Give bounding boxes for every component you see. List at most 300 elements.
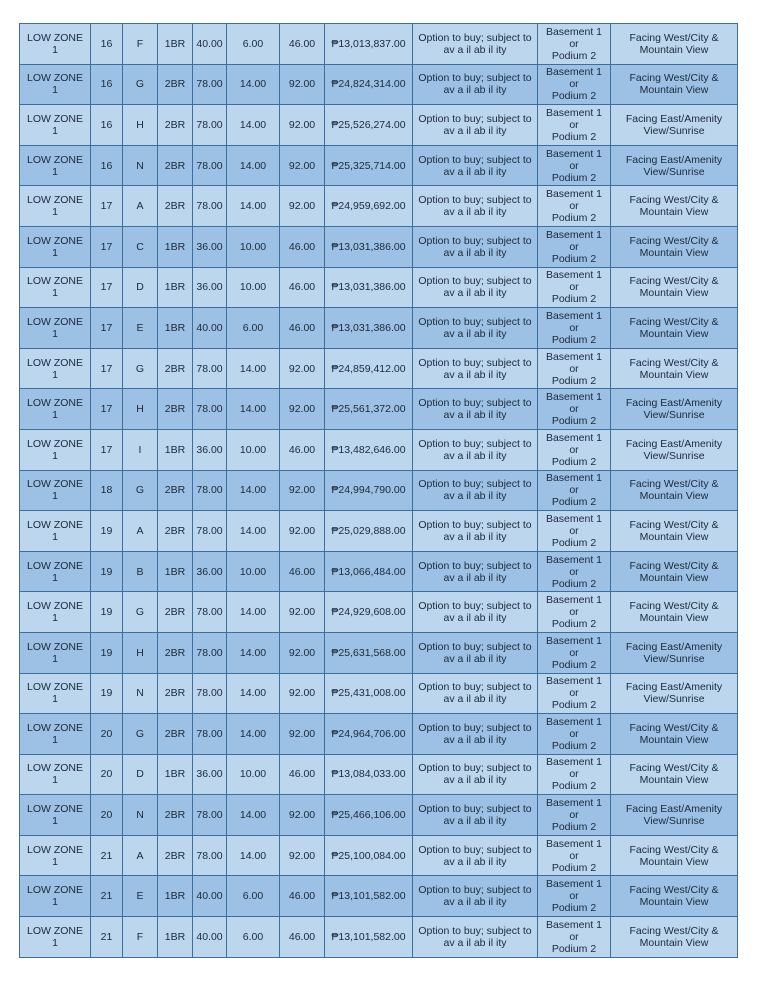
area-cell: 78.00 <box>193 105 227 146</box>
view-text-line2: Mountain View <box>639 855 709 868</box>
location-text-line1: Basement 1 or <box>545 228 603 253</box>
zone-cell: LOW ZONE 1 <box>20 714 91 755</box>
parking-text-line2: av a il ab il ity <box>443 287 507 300</box>
table-row <box>20 795 738 836</box>
location-text-line2: Podium 2 <box>551 455 597 468</box>
location-text-line1: Basement 1 or <box>545 594 603 619</box>
parking-location-cell <box>538 795 611 836</box>
parking-cell <box>413 308 538 349</box>
view-text-line1: Facing West/City & <box>629 478 719 491</box>
location-text-line1: Basement 1 or <box>545 837 603 862</box>
unit-type-cell: 1BR <box>158 429 193 470</box>
floor-cell: 16 <box>91 105 123 146</box>
table-row <box>20 714 738 755</box>
unit-type-cell: 1BR <box>158 754 193 795</box>
area-cell: 78.00 <box>193 145 227 186</box>
location-text-line1: Basement 1 or <box>545 431 603 456</box>
parking-location-cell <box>538 105 611 146</box>
parking-text-line2: av a il ab il ity <box>443 896 507 909</box>
parking-cell <box>413 917 538 958</box>
view-text-line1: Facing West/City & <box>629 194 719 207</box>
area-cell: 14.00 <box>227 592 280 633</box>
view-text-line2: Mountain View <box>639 84 709 97</box>
view-text-line2: Mountain View <box>639 936 709 949</box>
zone-cell: LOW ZONE 1 <box>20 917 91 958</box>
view-cell <box>611 551 738 592</box>
view-text-line1: Facing West/City & <box>629 884 719 897</box>
view-text-line1: Facing West/City & <box>629 234 719 247</box>
table-row <box>20 389 738 430</box>
unit-cell: E <box>123 308 158 349</box>
parking-text-line1: Option to buy; subject to <box>418 194 532 207</box>
total-area-cell: 46.00 <box>280 308 325 349</box>
parking-text-line1: Option to buy; subject to <box>418 31 532 44</box>
view-cell <box>611 389 738 430</box>
parking-cell <box>413 429 538 470</box>
parking-text-line2: av a il ab il ity <box>443 165 507 178</box>
view-cell <box>611 64 738 105</box>
parking-location-cell <box>538 551 611 592</box>
view-text-line2: View/Sunrise <box>643 652 705 665</box>
parking-location-cell <box>538 64 611 105</box>
parking-text-line1: Option to buy; subject to <box>418 924 532 937</box>
view-text-line1: Facing East/Amenity <box>625 803 723 816</box>
unit-type-cell: 1BR <box>158 551 193 592</box>
parking-text-line1: Option to buy; subject to <box>418 275 532 288</box>
unit-cell: F <box>123 917 158 958</box>
unit-cell: A <box>123 511 158 552</box>
total-area-cell: 92.00 <box>280 511 325 552</box>
parking-text-line2: av a il ab il ity <box>443 855 507 868</box>
area-cell: 40.00 <box>193 917 227 958</box>
parking-text-line2: av a il ab il ity <box>443 124 507 137</box>
view-cell <box>611 754 738 795</box>
unit-cell: N <box>123 673 158 714</box>
parking-cell <box>413 470 538 511</box>
parking-cell <box>413 795 538 836</box>
floor-cell: 21 <box>91 876 123 917</box>
area-cell: 14.00 <box>227 673 280 714</box>
floor-cell: 19 <box>91 551 123 592</box>
total-area-cell: 92.00 <box>280 64 325 105</box>
view-text-line2: Mountain View <box>639 530 709 543</box>
parking-location-cell <box>538 835 611 876</box>
table-body <box>20 24 738 958</box>
table-row <box>20 470 738 511</box>
unit-type-cell: 2BR <box>158 511 193 552</box>
area-cell: 78.00 <box>193 470 227 511</box>
total-area-cell: 92.00 <box>280 145 325 186</box>
area-cell: 78.00 <box>193 64 227 105</box>
price-cell: ₱25,631,568.00 <box>325 632 413 673</box>
unit-type-cell: 1BR <box>158 308 193 349</box>
area-cell: 10.00 <box>227 267 280 308</box>
view-cell <box>611 592 738 633</box>
parking-text-line2: av a il ab il ity <box>443 571 507 584</box>
price-cell: ₱13,084,033.00 <box>325 754 413 795</box>
area-cell: 14.00 <box>227 795 280 836</box>
parking-cell <box>413 267 538 308</box>
zone-cell: LOW ZONE 1 <box>20 429 91 470</box>
view-text-line1: Facing West/City & <box>629 843 719 856</box>
area-cell: 14.00 <box>227 348 280 389</box>
location-text-line1: Basement 1 or <box>545 797 603 822</box>
table-row <box>20 673 738 714</box>
location-text-line2: Podium 2 <box>551 130 597 143</box>
area-cell: 6.00 <box>227 876 280 917</box>
floor-cell: 19 <box>91 511 123 552</box>
table-row <box>20 267 738 308</box>
total-area-cell: 92.00 <box>280 105 325 146</box>
floor-cell: 21 <box>91 917 123 958</box>
table-row <box>20 754 738 795</box>
zone-cell: LOW ZONE 1 <box>20 754 91 795</box>
location-text-line2: Podium 2 <box>551 577 597 590</box>
total-area-cell: 46.00 <box>280 226 325 267</box>
area-cell: 14.00 <box>227 105 280 146</box>
total-area-cell: 46.00 <box>280 24 325 65</box>
parking-location-cell <box>538 592 611 633</box>
total-area-cell: 92.00 <box>280 389 325 430</box>
total-area-cell: 92.00 <box>280 714 325 755</box>
parking-text-line2: av a il ab il ity <box>443 652 507 665</box>
area-cell: 78.00 <box>193 795 227 836</box>
view-text-line1: Facing East/Amenity <box>625 437 723 450</box>
zone-cell: LOW ZONE 1 <box>20 551 91 592</box>
unit-type-cell: 2BR <box>158 714 193 755</box>
total-area-cell: 92.00 <box>280 186 325 227</box>
location-text-line1: Basement 1 or <box>545 66 603 91</box>
view-text-line1: Facing West/City & <box>629 559 719 572</box>
parking-cell <box>413 226 538 267</box>
unit-type-cell: 1BR <box>158 917 193 958</box>
view-cell <box>611 226 738 267</box>
zone-cell: LOW ZONE 1 <box>20 145 91 186</box>
parking-text-line2: av a il ab il ity <box>443 490 507 503</box>
zone-cell: LOW ZONE 1 <box>20 348 91 389</box>
parking-text-line2: av a il ab il ity <box>443 43 507 56</box>
floor-cell: 18 <box>91 470 123 511</box>
view-text-line1: Facing East/Amenity <box>625 640 723 653</box>
view-text-line1: Facing West/City & <box>629 356 719 369</box>
view-text-line1: Facing West/City & <box>629 721 719 734</box>
location-text-line1: Basement 1 or <box>545 553 603 578</box>
price-cell: ₱13,031,386.00 <box>325 308 413 349</box>
table-row <box>20 348 738 389</box>
view-text-line2: Mountain View <box>639 774 709 787</box>
view-cell <box>611 470 738 511</box>
view-text-line2: Mountain View <box>639 43 709 56</box>
total-area-cell: 92.00 <box>280 835 325 876</box>
view-text-line2: View/Sunrise <box>643 165 705 178</box>
parking-location-cell <box>538 470 611 511</box>
unit-cell: G <box>123 470 158 511</box>
price-cell: ₱13,101,582.00 <box>325 917 413 958</box>
view-text-line2: Mountain View <box>639 287 709 300</box>
view-cell <box>611 511 738 552</box>
price-cell: ₱25,325,714.00 <box>325 145 413 186</box>
floor-cell: 19 <box>91 592 123 633</box>
floor-cell: 20 <box>91 714 123 755</box>
unit-cell: G <box>123 64 158 105</box>
table-row <box>20 186 738 227</box>
location-text-line2: Podium 2 <box>551 90 597 103</box>
unit-type-cell: 2BR <box>158 389 193 430</box>
location-text-line2: Podium 2 <box>551 333 597 346</box>
parking-text-line1: Option to buy; subject to <box>418 356 532 369</box>
parking-location-cell <box>538 429 611 470</box>
location-text-line1: Basement 1 or <box>545 106 603 131</box>
parking-text-line2: av a il ab il ity <box>443 449 507 462</box>
location-text-line1: Basement 1 or <box>545 25 603 50</box>
total-area-cell: 92.00 <box>280 632 325 673</box>
location-text-line2: Podium 2 <box>551 293 597 306</box>
area-cell: 14.00 <box>227 632 280 673</box>
area-cell: 10.00 <box>227 429 280 470</box>
location-text-line2: Podium 2 <box>551 902 597 915</box>
view-cell <box>611 673 738 714</box>
unit-type-cell: 2BR <box>158 470 193 511</box>
view-cell <box>611 795 738 836</box>
price-cell: ₱24,964,706.00 <box>325 714 413 755</box>
location-text-line1: Basement 1 or <box>545 675 603 700</box>
area-cell: 78.00 <box>193 673 227 714</box>
price-cell: ₱25,431,008.00 <box>325 673 413 714</box>
location-text-line2: Podium 2 <box>551 780 597 793</box>
parking-cell <box>413 551 538 592</box>
zone-cell: LOW ZONE 1 <box>20 835 91 876</box>
unit-cell: I <box>123 429 158 470</box>
parking-text-line1: Option to buy; subject to <box>418 559 532 572</box>
parking-cell <box>413 186 538 227</box>
parking-cell <box>413 511 538 552</box>
price-cell: ₱13,066,484.00 <box>325 551 413 592</box>
unit-cell: N <box>123 145 158 186</box>
location-text-line2: Podium 2 <box>551 536 597 549</box>
location-text-line2: Podium 2 <box>551 49 597 62</box>
zone-cell: LOW ZONE 1 <box>20 592 91 633</box>
zone-cell: LOW ZONE 1 <box>20 186 91 227</box>
parking-cell <box>413 24 538 65</box>
view-text-line2: Mountain View <box>639 733 709 746</box>
unit-type-cell: 2BR <box>158 64 193 105</box>
area-cell: 78.00 <box>193 835 227 876</box>
view-cell <box>611 429 738 470</box>
table-row <box>20 917 738 958</box>
unit-cell: D <box>123 754 158 795</box>
view-cell <box>611 145 738 186</box>
parking-text-line1: Option to buy; subject to <box>418 884 532 897</box>
price-cell: ₱24,929,608.00 <box>325 592 413 633</box>
floor-cell: 17 <box>91 226 123 267</box>
parking-text-line1: Option to buy; subject to <box>418 843 532 856</box>
zone-cell: LOW ZONE 1 <box>20 24 91 65</box>
total-area-cell: 92.00 <box>280 673 325 714</box>
parking-cell <box>413 835 538 876</box>
parking-location-cell <box>538 389 611 430</box>
view-cell <box>611 186 738 227</box>
area-cell: 36.00 <box>193 429 227 470</box>
location-text-line1: Basement 1 or <box>545 350 603 375</box>
view-text-line1: Facing East/Amenity <box>625 112 723 125</box>
table-row <box>20 105 738 146</box>
parking-text-line1: Option to buy; subject to <box>418 681 532 694</box>
zone-cell: LOW ZONE 1 <box>20 876 91 917</box>
parking-text-line2: av a il ab il ity <box>443 84 507 97</box>
parking-text-line1: Option to buy; subject to <box>418 803 532 816</box>
location-text-line1: Basement 1 or <box>545 918 603 943</box>
price-cell: ₱13,031,386.00 <box>325 267 413 308</box>
total-area-cell: 92.00 <box>280 470 325 511</box>
parking-location-cell <box>538 145 611 186</box>
location-text-line1: Basement 1 or <box>545 715 603 740</box>
price-cell: ₱13,101,582.00 <box>325 876 413 917</box>
parking-text-line1: Option to buy; subject to <box>418 600 532 613</box>
parking-text-line1: Option to buy; subject to <box>418 437 532 450</box>
parking-text-line1: Option to buy; subject to <box>418 397 532 410</box>
price-cell: ₱24,859,412.00 <box>325 348 413 389</box>
view-text-line1: Facing West/City & <box>629 924 719 937</box>
area-cell: 40.00 <box>193 308 227 349</box>
unit-type-cell: 2BR <box>158 835 193 876</box>
location-text-line2: Podium 2 <box>551 374 597 387</box>
location-text-line2: Podium 2 <box>551 699 597 712</box>
table-row <box>20 835 738 876</box>
table-row <box>20 551 738 592</box>
parking-text-line1: Option to buy; subject to <box>418 518 532 531</box>
price-cell: ₱25,466,106.00 <box>325 795 413 836</box>
area-cell: 10.00 <box>227 551 280 592</box>
zone-cell: LOW ZONE 1 <box>20 308 91 349</box>
view-cell <box>611 267 738 308</box>
location-text-line2: Podium 2 <box>551 658 597 671</box>
table-row <box>20 592 738 633</box>
zone-cell: LOW ZONE 1 <box>20 795 91 836</box>
price-cell: ₱25,100,084.00 <box>325 835 413 876</box>
price-cell: ₱24,994,790.00 <box>325 470 413 511</box>
zone-cell: LOW ZONE 1 <box>20 511 91 552</box>
view-cell <box>611 105 738 146</box>
parking-cell <box>413 632 538 673</box>
parking-text-line2: av a il ab il ity <box>443 774 507 787</box>
parking-location-cell <box>538 632 611 673</box>
location-text-line2: Podium 2 <box>551 942 597 955</box>
total-area-cell: 46.00 <box>280 429 325 470</box>
floor-cell: 21 <box>91 835 123 876</box>
unit-cell: G <box>123 592 158 633</box>
view-text-line2: Mountain View <box>639 490 709 503</box>
view-text-line1: Facing West/City & <box>629 315 719 328</box>
price-cell: ₱13,031,386.00 <box>325 226 413 267</box>
unit-type-cell: 2BR <box>158 145 193 186</box>
area-cell: 78.00 <box>193 511 227 552</box>
view-cell <box>611 348 738 389</box>
floor-cell: 19 <box>91 673 123 714</box>
view-text-line1: Facing West/City & <box>629 31 719 44</box>
view-cell <box>611 308 738 349</box>
parking-text-line2: av a il ab il ity <box>443 409 507 422</box>
total-area-cell: 92.00 <box>280 795 325 836</box>
area-cell: 6.00 <box>227 24 280 65</box>
table-row <box>20 632 738 673</box>
parking-text-line1: Option to buy; subject to <box>418 72 532 85</box>
parking-text-line2: av a il ab il ity <box>443 368 507 381</box>
parking-text-line1: Option to buy; subject to <box>418 315 532 328</box>
unit-type-cell: 1BR <box>158 267 193 308</box>
view-text-line2: Mountain View <box>639 368 709 381</box>
parking-text-line1: Option to buy; subject to <box>418 153 532 166</box>
zone-cell: LOW ZONE 1 <box>20 470 91 511</box>
view-text-line1: Facing West/City & <box>629 518 719 531</box>
parking-cell <box>413 348 538 389</box>
parking-cell <box>413 754 538 795</box>
parking-location-cell <box>538 308 611 349</box>
floor-cell: 20 <box>91 795 123 836</box>
unit-type-cell: 2BR <box>158 186 193 227</box>
zone-cell: LOW ZONE 1 <box>20 64 91 105</box>
zone-cell: LOW ZONE 1 <box>20 389 91 430</box>
floor-cell: 16 <box>91 145 123 186</box>
unit-cell: H <box>123 632 158 673</box>
area-cell: 14.00 <box>227 145 280 186</box>
location-text-line1: Basement 1 or <box>545 634 603 659</box>
unit-type-cell: 2BR <box>158 632 193 673</box>
location-text-line1: Basement 1 or <box>545 878 603 903</box>
location-text-line2: Podium 2 <box>551 415 597 428</box>
price-cell: ₱25,561,372.00 <box>325 389 413 430</box>
area-cell: 10.00 <box>227 754 280 795</box>
location-text-line2: Podium 2 <box>551 496 597 509</box>
view-cell <box>611 714 738 755</box>
unit-cell: G <box>123 714 158 755</box>
view-text-line1: Facing East/Amenity <box>625 681 723 694</box>
unit-cell: A <box>123 835 158 876</box>
area-cell: 78.00 <box>193 592 227 633</box>
parking-text-line2: av a il ab il ity <box>443 936 507 949</box>
parking-text-line1: Option to buy; subject to <box>418 721 532 734</box>
view-text-line2: View/Sunrise <box>643 449 705 462</box>
location-text-line1: Basement 1 or <box>545 472 603 497</box>
floor-cell: 17 <box>91 429 123 470</box>
view-text-line1: Facing West/City & <box>629 600 719 613</box>
parking-location-cell <box>538 511 611 552</box>
location-text-line2: Podium 2 <box>551 618 597 631</box>
location-text-line2: Podium 2 <box>551 821 597 834</box>
parking-cell <box>413 876 538 917</box>
view-text-line2: View/Sunrise <box>643 124 705 137</box>
parking-cell <box>413 145 538 186</box>
area-cell: 6.00 <box>227 917 280 958</box>
unit-cell: C <box>123 226 158 267</box>
parking-location-cell <box>538 24 611 65</box>
location-text-line2: Podium 2 <box>551 212 597 225</box>
view-text-line1: Facing West/City & <box>629 275 719 288</box>
parking-text-line2: av a il ab il ity <box>443 246 507 259</box>
parking-cell <box>413 105 538 146</box>
floor-cell: 17 <box>91 389 123 430</box>
zone-cell: LOW ZONE 1 <box>20 632 91 673</box>
parking-location-cell <box>538 917 611 958</box>
area-cell: 78.00 <box>193 389 227 430</box>
view-cell <box>611 24 738 65</box>
unit-type-cell: 2BR <box>158 795 193 836</box>
parking-location-cell <box>538 186 611 227</box>
parking-text-line2: av a il ab il ity <box>443 327 507 340</box>
total-area-cell: 46.00 <box>280 917 325 958</box>
price-cell: ₱24,824,314.00 <box>325 64 413 105</box>
parking-text-line2: av a il ab il ity <box>443 733 507 746</box>
area-cell: 78.00 <box>193 186 227 227</box>
